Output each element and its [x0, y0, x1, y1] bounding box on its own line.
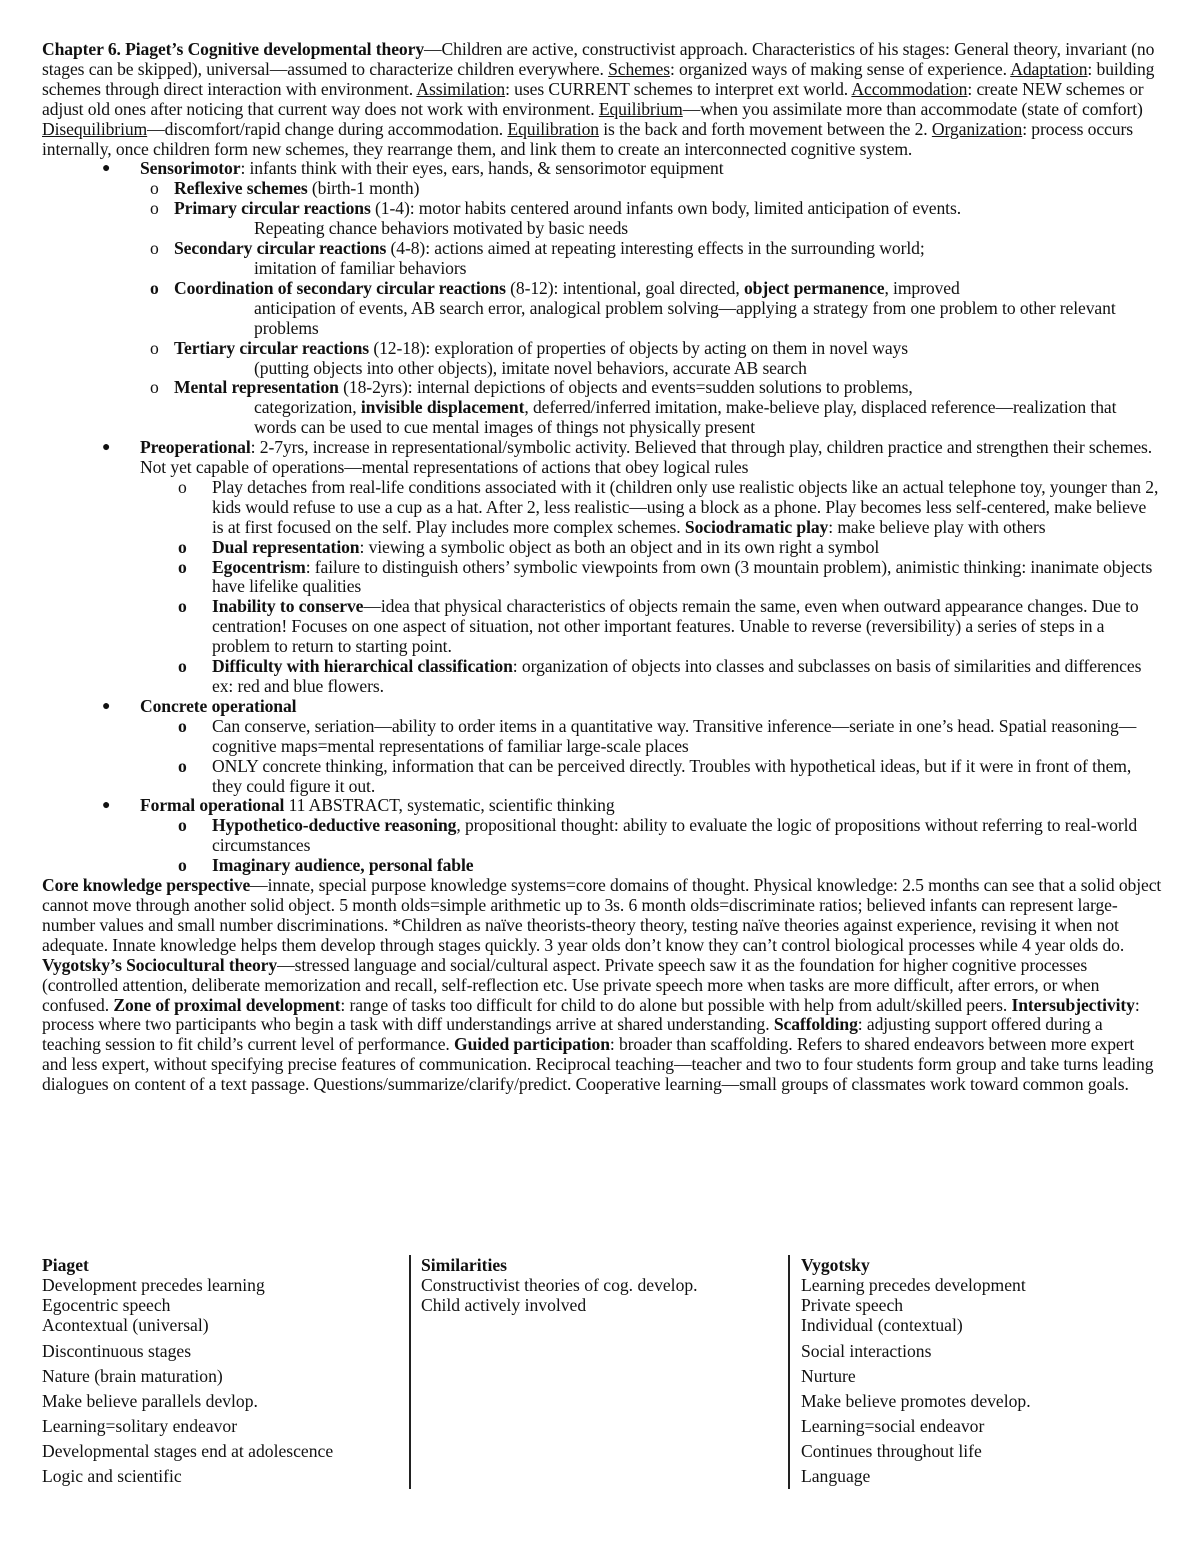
term-guided-participation: Guided participation [454, 1034, 610, 1055]
term-object-permanence: object permanence [743, 277, 885, 298]
substage-term: Inability to conserve [212, 596, 364, 617]
substage-item [138, 239, 1162, 279]
table-cell: Development precedes learning [42, 1275, 265, 1295]
term-invisible-displacement: invisible displacement [360, 397, 525, 418]
intro-text: : create NEW schemes or adjust old ones after noticing that current way does not work with environment. [42, 78, 1144, 119]
substage-list [42, 717, 1162, 797]
substage-text-cont: anticipation of events, AB search error, analogical problem solving—applying a strategy from one problem to other relevant problems [254, 297, 1116, 338]
substage-term: Secondary circular reactions [174, 238, 387, 259]
substage-item [138, 339, 1162, 379]
table-cell: Language [801, 1466, 871, 1486]
substage-text: —idea that physical characteristics of objects remain the same, even when outward appearance changes. Due to centration! Focuses on one aspect of situation, not other important features. Unable to reverse (reversibility) a series of steps in a problem to return to starting point. [212, 596, 1139, 657]
column-divider [788, 1255, 790, 1489]
column-header: Piaget [42, 1255, 89, 1275]
substage-term: Tertiary circular reactions [174, 337, 370, 358]
table-cell: Discontinuous stages [42, 1341, 192, 1361]
term-accommodation: Accommodation [851, 78, 968, 99]
chapter-title: Chapter 6. Piaget’s Cognitive developmental theory [42, 39, 425, 59]
substage-item [42, 538, 1162, 558]
substage-term: Dual representation [212, 536, 360, 557]
circle-bullet-icon: o [178, 556, 187, 577]
term-scaffolding: Scaffolding [773, 1014, 858, 1035]
similarities-column [421, 1255, 698, 1315]
table-cell: Acontextual (universal) [42, 1315, 209, 1335]
table-cell: Developmental stages end at adolescence [42, 1441, 334, 1461]
intro-text: is the back and forth movement between the 2. [598, 118, 932, 139]
substage-text: : failure to distinguish others’ symbolic viewpoints from own (3 mountain problem), animistic thinking: inanimate objects have lifelike qualities [212, 556, 1153, 597]
substage-text: (12-18): exploration of properties of objects by acting on them in novel ways [369, 337, 908, 358]
table-cell: Social interactions [801, 1341, 932, 1361]
substage-term: Imaginary audience, personal fable [212, 855, 474, 876]
circle-bullet-icon: o [150, 277, 159, 298]
substage-item [138, 378, 1162, 438]
table-cell: Learning precedes development [801, 1275, 1026, 1295]
core-knowledge-paragraph [42, 876, 1162, 956]
vygotsky-column [801, 1255, 1031, 1489]
stage-desc: 11 ABSTRACT, systematic, scientific thinking [284, 795, 615, 816]
intro-text: : uses CURRENT schemes to interpret ext world. [505, 78, 852, 99]
substage-item [42, 717, 1162, 757]
substage-list [140, 179, 1162, 438]
intro-text: —Children are active, constructivist approach. Characteristics of his stages: General theory, invariant (no stages can be skipped), universal—assumed to characterize children everywhere. [42, 39, 1155, 79]
substage-item [42, 816, 1162, 856]
substage-text: (birth-1 month) [307, 178, 420, 199]
substage-list [42, 478, 1162, 697]
term-schemes: Schemes [608, 58, 670, 79]
table-cell: Continues throughout life [801, 1441, 982, 1461]
substage-text-cont: Repeating chance behaviors motivated by basic needs [254, 218, 629, 239]
substage-term: Primary circular reactions [174, 198, 371, 219]
substage-term: Coordination of secondary circular reactions [174, 277, 506, 298]
term-zpd: Zone of proximal development [113, 994, 341, 1015]
intro-text: : building schemes through direct interaction with environment. [42, 58, 1155, 99]
term-organization: Organization [931, 118, 1023, 139]
circle-bullet-icon: o [178, 815, 187, 836]
vygotsky-text: : process where two participants who begin a task with diff understandings arrive at shared understanding. [42, 994, 1140, 1035]
table-cell: Logic and scientific [42, 1466, 182, 1486]
circle-bullet-icon: o [178, 855, 187, 876]
substage-list [42, 816, 1162, 876]
stage-list [42, 159, 1162, 876]
column-header: Similarities [421, 1255, 508, 1275]
vygotsky-paragraph [42, 956, 1162, 1095]
circle-bullet-icon: o [178, 536, 187, 557]
substage-item [42, 478, 1162, 538]
stage-sensorimotor [42, 159, 1162, 438]
substage-text: (4-8): actions aimed at repeating interesting effects in the surrounding world; [386, 238, 925, 259]
intro-text: —discomfort/rapid change during accommodation. [147, 118, 508, 139]
term-disequilibrium: Disequilibrium [42, 118, 148, 139]
vygotsky-text: : adjusting support offered during a teaching session to fit child’s current level of performance. [42, 1014, 1103, 1055]
stage-title: Concrete operational [140, 695, 297, 716]
stage-desc: : infants think with their eyes, ears, hands, & sensorimotor equipment [240, 158, 724, 179]
table-cell: Learning=social endeavor [801, 1416, 985, 1436]
term-assimilation: Assimilation [416, 78, 506, 99]
intro-text: : process occurs internally, once children form new schemes, they rearrange them, and link them to create an interconnected cognitive system. [42, 118, 1133, 159]
term-sociodramatic-play: Sociodramatic play [684, 516, 829, 537]
substage-text: : viewing a symbolic object as both an object and in its own right a symbol [359, 536, 880, 557]
intro-text: : organized ways of making sense of experience. [669, 58, 1011, 79]
column-header: Vygotsky [801, 1255, 870, 1275]
substage-text: categorization, [254, 397, 361, 418]
stage-formal-operational [42, 796, 1162, 876]
bullet-icon: ● [102, 798, 111, 814]
substage-text: : organization of objects into classes and subclasses on basis of similarities and differences ex: red and blue flowers. [212, 656, 1142, 696]
substage-item [42, 558, 1162, 598]
intro-paragraph [42, 40, 1162, 159]
table-cell: Nurture [801, 1366, 856, 1386]
stage-title: Sensorimotor [140, 158, 241, 179]
circle-bullet-icon: o [150, 178, 159, 199]
bullet-icon: ● [102, 440, 111, 456]
substage-text-cont: (putting objects into other objects), imitate novel behaviors, accurate AB search [254, 357, 807, 378]
column-divider [409, 1255, 411, 1489]
substage-term: Hypothetico-deductive reasoning [212, 815, 457, 836]
vygotsky-title: Vygotsky’s Sociocultural theory [42, 954, 278, 975]
substage-text: Can conserve, seriation—ability to order items in a quantitative way. Transitive inference—seriate in one’s head. Spatial reasoning—cognitive maps=mental representations of familiar large-scale places [212, 715, 1137, 756]
table-cell: Child actively involved [421, 1295, 587, 1315]
substage-text: , deferred/inferred imitation, make-believe play, displaced reference—realization that words can be used to cue mental images of things not physically present [254, 397, 1117, 438]
substage-item [42, 597, 1162, 657]
vygotsky-text: : broader than scaffolding. Refers to shared endeavors between more expert and less expert, without specifying precise features of communication. Reciprocal teaching—teacher and two to four students form group and take turns leading dialogues on content of a text passage. Questions/summarize/clarify/predict. Cooperative learning—small groups of classmates work toward common goals. [42, 1034, 1154, 1095]
table-cell: Individual (contextual) [801, 1315, 963, 1335]
circle-bullet-icon: o [178, 596, 187, 617]
term-equilibration: Equilibration [507, 118, 599, 139]
circle-bullet-icon: o [178, 656, 187, 677]
vygotsky-text: : range of tasks too difficult for child to do alone but possible with help from adult/skilled peers. [340, 994, 1012, 1015]
stage-title: Preoperational [140, 437, 251, 458]
substage-text: (18-2yrs): internal depictions of objects and events=sudden solutions to problems, [338, 377, 913, 398]
stage-concrete-operational [42, 697, 1162, 797]
circle-bullet-icon: o [150, 337, 159, 358]
stage-desc: : 2-7yrs, increase in representational/symbolic activity. Believed that through play, children practice and strengthen their schemes. Not yet capable of operations—mental representations of actions that obey logical rules [140, 437, 1153, 478]
substage-item [42, 856, 1162, 876]
stage-title: Formal operational [140, 795, 285, 816]
substage-term: Egocentrism [212, 556, 306, 577]
table-cell: Egocentric speech [42, 1295, 171, 1315]
table-cell: Make believe promotes develop. [801, 1391, 1031, 1411]
substage-item [42, 657, 1162, 697]
substage-text: : make believe play with others [828, 516, 1046, 537]
term-equilibrium: Equilibrium [598, 98, 683, 119]
bullet-icon: ● [102, 698, 111, 714]
vygotsky-text: —stressed language and social/cultural aspect. Private speech saw it as the foundation for higher cognitive processes (controlled attention, deliberate memorization and recall, self-reflection etc. Use private speech more when tasks are more difficult, after errors, or when confused. [42, 954, 1100, 1015]
circle-bullet-icon: o [178, 476, 187, 497]
table-cell: Constructivist theories of cog. develop. [421, 1275, 698, 1295]
substage-term: Mental representation [174, 377, 339, 398]
core-title: Core knowledge perspective [42, 875, 251, 896]
piaget-column [42, 1255, 333, 1489]
term-adaptation: Adaptation [1010, 58, 1088, 79]
core-text: —innate, special purpose knowledge systems=core domains of thought. Physical knowledge: 2.5 months can see that a solid object cannot move through another solid object. 5 month olds=simple arithmetic up to 3s. 6 month olds=discriminate ratios; believed infants can represent large-number values and small number discriminations. *Children as naïve theorists-theory theory, testing naïve theories against experience, revising it when not adequate. Innate knowledge helps them develop through stages quickly. 3 year olds don’t know they can’t control biological processes while 4 year olds do. [42, 875, 1162, 955]
substage-text: Play detaches from real-life conditions associated with it (children only use realistic objects like an actual telephone toy, younger than 2, kids would refuse to use a cup as a hat. After 2, less realistic—using a block as a phone. Play becomes less self-centered, make believe is at first focused on the self. Play includes more complex schemes. [212, 476, 1159, 537]
circle-bullet-icon: o [178, 755, 187, 776]
table-cell: Learning=solitary endeavor [42, 1416, 238, 1436]
circle-bullet-icon: o [178, 715, 187, 736]
substage-text: (1-4): motor habits centered around infants own body, limited anticipation of events. [370, 198, 961, 219]
substage-term: Reflexive schemes [174, 178, 308, 199]
substage-item [138, 179, 1162, 199]
table-cell: Nature (brain maturation) [42, 1366, 223, 1386]
circle-bullet-icon: o [150, 238, 159, 259]
notes-page [42, 40, 1162, 1095]
substage-text: ONLY concrete thinking, information that can be perceived directly. Troubles with hypothetical ideas, but if it were in front of them, they could figure it out. [212, 755, 1132, 796]
table-cell: Make believe parallels devlop. [42, 1391, 258, 1411]
substage-text-cont [174, 398, 1162, 438]
substage-text: , improved [884, 277, 960, 298]
circle-bullet-icon: o [150, 198, 159, 219]
substage-text: , propositional thought: ability to evaluate the logic of propositions without referring to real-world circumstances [212, 815, 1138, 856]
bullet-icon: ● [102, 161, 111, 177]
substage-item [138, 199, 1162, 239]
substage-text: (8-12): intentional, goal directed, [505, 277, 744, 298]
substage-item [42, 757, 1162, 797]
stage-preoperational [42, 438, 1162, 697]
substage-text-cont: imitation of familiar behaviors [254, 257, 467, 278]
intro-text: —when you assimilate more than accommodate (state of comfort) [682, 98, 1143, 119]
substage-item [138, 279, 1162, 339]
substage-term: Difficulty with hierarchical classification [212, 656, 513, 677]
table-cell: Private speech [801, 1295, 904, 1315]
term-intersubjectivity: Intersubjectivity [1011, 994, 1135, 1015]
circle-bullet-icon: o [150, 377, 159, 398]
